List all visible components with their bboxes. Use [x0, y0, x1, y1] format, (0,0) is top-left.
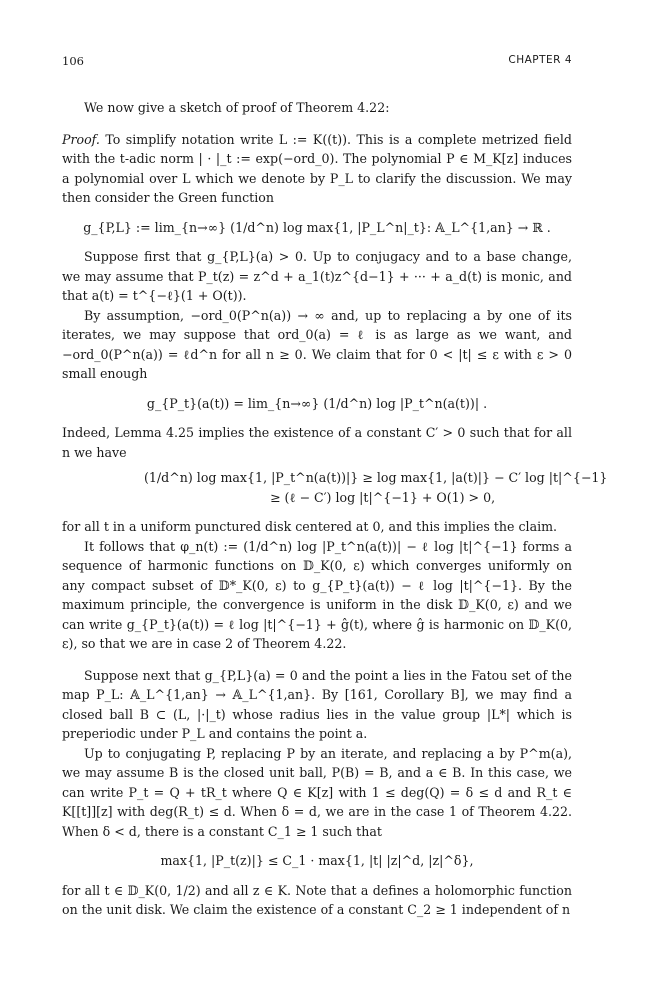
- paragraph-lemma: Indeed, Lemma 4.25 implies the existence of a constant C′ > 0 such that for all n we have: [62, 425, 572, 460]
- paragraph-assumption: By assumption, −ord_0(P^n(a)) → ∞ and, up to replacing a by one of its iterates, we may suppose that ord_0(a) = ℓ is as large as we want, and −ord_0(P^n(a)) = ℓd^n for all n ≥ 0. We claim that for 0 < |t| ≤ ε with ε > 0 small enough: [62, 307, 572, 381]
- equation-max-bound: max{1, |P_t(z)|} ≤ C_1 · max{1, |t| |z|^d, |z|^δ},: [160, 853, 474, 868]
- paragraph-intro: We now give a sketch of proof of Theorem 4.22:: [84, 100, 390, 115]
- paragraph-case-positive: Suppose first that g_{P,L}(a) > 0. Up to conjugacy and to a base change, we may assume that P_t(z) = z^d + a_1(t)z^{d−1} + ··· + a_d(t) is monic, and that a(t) = t^{−ℓ}(1 + O(t)).: [62, 249, 572, 303]
- paragraph-harmonic: It follows that φ_n(t) := (1/d^n) log |P_t^n(a(t))| − ℓ log |t|^{−1} forms a sequence of harmonic functions on 𝔻_K(0, ε) which converges uniformly on any compact subset of 𝔻*_K(0, ε) to g_{P_t}(a(t)) − ℓ log |t|^{−1}. By the maximum principle, the convergence is uniform in the disk 𝔻_K(0, ε) and we can write g_{P_t}(a(t)) = ℓ log |t|^{−1} + ĝ(t), where ĝ is harmonic on 𝔻_K(0, ε), so that we are in case 2 of Theorem 4.22.: [62, 538, 572, 651]
- paragraph-claim: for all t in a uniform punctured disk centered at 0, and this implies the claim.: [62, 519, 558, 534]
- body-text: [62, 98, 608, 920]
- paragraph-conjugating: Up to conjugating P, replacing P by an iterate, and replacing a by P^m(a), we may assume B is the closed unit ball, P(B) = B, and a ∈ B. In this case, we can write P_t = Q + tR_t where Q ∈ K[z] with 1 ≤ deg(Q) = δ ≤ d and R_t ∈ K[[t]][z] with deg(R_t) ≤ d. When δ = d, we are in the case 1 of Theorem 4.22. When δ < d, there is a constant C_1 ≥ 1 such that: [62, 745, 572, 839]
- equation-inequality-line-2: ≥ (ℓ − C′) log |t|^{−1} + O(1) > 0,: [270, 489, 496, 505]
- equation-green-function: g_{P,L} := lim_{n→∞} (1/d^n) log max{1, |P_L^n|_t}: 𝔸_L^{1,an} → ℝ .: [83, 219, 551, 235]
- page-number: 106: [62, 54, 84, 68]
- paragraph-holomorphic: for all t ∈ 𝔻_K(0, 1/2) and all z ∈ K. Note that a defines a holomorphic function on the unit disk. We claim the existence of a constant C_2 ≥ 1 independent of n: [62, 882, 572, 917]
- paragraph-proof-text: To simplify notation write L := K((t)). This is a complete metrized field with the t-adic norm | · |_t := exp(−ord_0). The polynomial P ∈ M_K[z] induces a polynomial over L which we denote by P_L to clarify the discussion. We may then consider the Green function: [62, 131, 572, 205]
- equation-inequality-line-1: (1/d^n) log max{1, |P_t^n(a(t))|} ≥ log max{1, |a(t)|} − C′ log |t|^{−1}: [144, 470, 608, 485]
- paragraph-proof-start: [62, 130, 572, 208]
- proof-label: Proof.: [62, 131, 100, 147]
- equation-green-limit: g_{P_t}(a(t)) = lim_{n→∞} (1/d^n) log |P_t^n(a(t))| .: [146, 395, 488, 411]
- chapter-heading: CHAPTER 4: [508, 54, 572, 66]
- equation-inequality: [144, 468, 608, 507]
- paragraph-case-zero: Suppose next that g_{P,L}(a) = 0 and the point a lies in the Fatou set of the map P_L: 𝔸_L^{1,an} → 𝔸_L^{1,an}. By [161, Corollary B], we may find a closed ball B ⊂ (L, |·|_t) whose radius lies in the value group |L*| which is preperiodic under P_L and contains the point a.: [62, 667, 572, 741]
